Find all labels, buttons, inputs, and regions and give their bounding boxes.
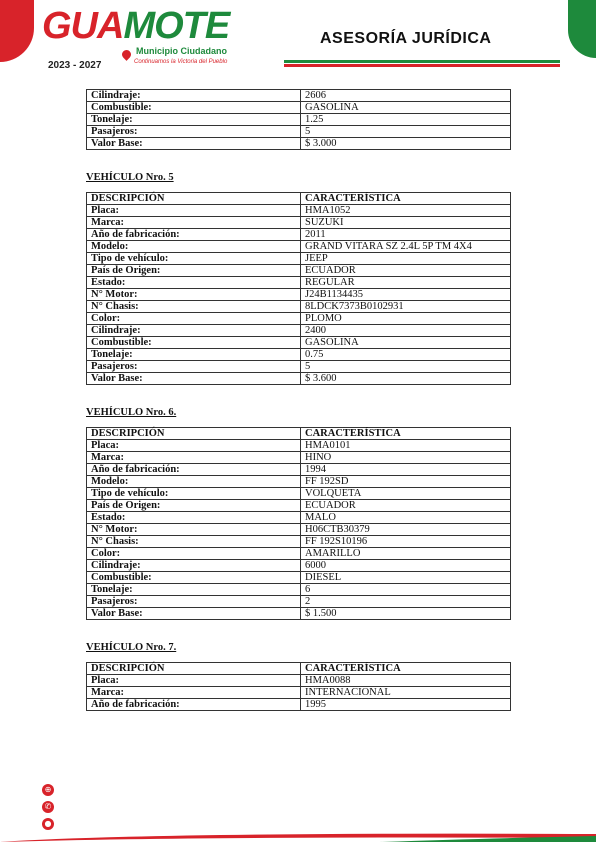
row-label: Cilindraje: (87, 90, 301, 102)
page-header (0, 0, 596, 80)
row-label: Combustible: (87, 572, 301, 584)
footer-stripes (0, 832, 596, 842)
table-row (87, 476, 511, 488)
row-value: 8LDCK7373B0102931 (301, 301, 511, 313)
row-label: Placa: (87, 205, 301, 217)
row-label: Marca: (87, 217, 301, 229)
row-value: 1.25 (301, 114, 511, 126)
row-value: CARACTERÍSTICA (301, 428, 511, 440)
table-row (87, 205, 511, 217)
row-label: Tipo de vehículo: (87, 253, 301, 265)
table-row (87, 675, 511, 687)
row-value: GRAND VITARA SZ 2.4L 5P TM 4X4 (301, 241, 511, 253)
row-value: ECUADOR (301, 265, 511, 277)
row-value: 0.75 (301, 349, 511, 361)
table-row (87, 373, 511, 385)
row-value: 6000 (301, 560, 511, 572)
row-label: Marca: (87, 452, 301, 464)
row-value: CARACTERÍSTICA (301, 663, 511, 675)
row-label: Cilindraje: (87, 560, 301, 572)
row-label: Año de fabricación: (87, 699, 301, 711)
row-label: Valor Base: (87, 138, 301, 150)
vehicle-6-heading: VEHÍCULO Nro. 6. (86, 407, 177, 418)
table-row (87, 114, 511, 126)
table-row (87, 440, 511, 452)
row-label: N° Chasis: (87, 301, 301, 313)
row-value: AMARILLO (301, 548, 511, 560)
row-label: Combustible: (87, 102, 301, 114)
table-row (87, 265, 511, 277)
municipality-logo (42, 6, 229, 46)
row-value: REGULAR (301, 277, 511, 289)
row-value: 5 (301, 361, 511, 373)
row-value: H06CTB30379 (301, 524, 511, 536)
vehicle-6-table (86, 427, 511, 620)
row-label: Modelo: (87, 476, 301, 488)
logo-slogan: Continuamos la Victoria del Pueblo (134, 59, 228, 65)
row-label: Valor Base: (87, 608, 301, 620)
row-value: 6 (301, 584, 511, 596)
row-label: Placa: (87, 440, 301, 452)
table-row (87, 560, 511, 572)
table-row (87, 361, 511, 373)
page-title: ASESORÍA JURÍDICA (320, 30, 492, 47)
table-row (87, 699, 511, 711)
table-row (87, 325, 511, 337)
header-stripe-green (284, 60, 560, 63)
table-row (87, 217, 511, 229)
row-value: 1994 (301, 464, 511, 476)
row-value: VOLQUETA (301, 488, 511, 500)
row-value: CARACTERÍSTICA (301, 193, 511, 205)
phone-icon: ✆ (42, 801, 54, 813)
row-label: Estado: (87, 277, 301, 289)
row-label: Pasajeros: (87, 596, 301, 608)
vehicle-5-table (86, 192, 511, 385)
row-value: HMA0088 (301, 675, 511, 687)
table-row (87, 126, 511, 138)
row-label: País de Origen: (87, 265, 301, 277)
table-row (87, 241, 511, 253)
table-row (87, 464, 511, 476)
table-row (87, 452, 511, 464)
table-row (87, 229, 511, 241)
table-row (87, 687, 511, 699)
vehicle-5-heading: VEHÍCULO Nro. 5 (86, 172, 174, 183)
table-row (87, 548, 511, 560)
table-row (87, 301, 511, 313)
table-row (87, 536, 511, 548)
row-value: SUZUKI (301, 217, 511, 229)
row-value: 2400 (301, 325, 511, 337)
row-label: Pasajeros: (87, 126, 301, 138)
row-label: Tipo de vehículo: (87, 488, 301, 500)
table-row (87, 488, 511, 500)
table-row (87, 313, 511, 325)
table-row (87, 90, 511, 102)
row-value: HMA1052 (301, 205, 511, 217)
row-value: FF 192SD (301, 476, 511, 488)
row-label: DESCRIPCIÓN (87, 428, 301, 440)
table-row (87, 572, 511, 584)
row-label: Valor Base: (87, 373, 301, 385)
table-row (87, 428, 511, 440)
location-icon: ● (42, 818, 54, 830)
table-row (87, 584, 511, 596)
footer-contact-icons (42, 784, 54, 835)
row-value: 2011 (301, 229, 511, 241)
table-row (87, 193, 511, 205)
table-row (87, 138, 511, 150)
row-value: HINO (301, 452, 511, 464)
row-value: ECUADOR (301, 500, 511, 512)
table-row (87, 349, 511, 361)
row-label: Año de fabricación: (87, 464, 301, 476)
table-row (87, 663, 511, 675)
row-value: 2606 (301, 90, 511, 102)
row-label: Tonelaje: (87, 584, 301, 596)
vehicle-4-table-continued (86, 89, 511, 150)
row-label: N° Motor: (87, 524, 301, 536)
row-value: $ 3.000 (301, 138, 511, 150)
header-green-corner (568, 0, 596, 58)
table-row (87, 524, 511, 536)
logo-text-red: GUA (42, 5, 124, 47)
row-value: GASOLINA (301, 102, 511, 114)
row-label: Color: (87, 548, 301, 560)
table-row (87, 337, 511, 349)
logo-subtitle: Municipio Ciudadano (136, 46, 227, 56)
row-value: 2 (301, 596, 511, 608)
row-label: DESCRIPCIÓN (87, 193, 301, 205)
header-red-corner (0, 0, 34, 62)
row-label: Tonelaje: (87, 114, 301, 126)
row-value: GASOLINA (301, 337, 511, 349)
row-value: FF 192S10196 (301, 536, 511, 548)
vehicle-7-table (86, 662, 511, 711)
row-label: Color: (87, 313, 301, 325)
row-label: DESCRIPCIÓN (87, 663, 301, 675)
row-label: Marca: (87, 687, 301, 699)
row-value: DIESEL (301, 572, 511, 584)
row-value: 5 (301, 126, 511, 138)
table-row (87, 512, 511, 524)
row-value: INTERNACIONAL (301, 687, 511, 699)
logo-text-green: MOTE (123, 5, 230, 47)
logo-years: 2023 - 2027 (48, 60, 102, 71)
row-value: HMA0101 (301, 440, 511, 452)
document-body (86, 89, 511, 711)
header-stripe-red (284, 64, 560, 67)
row-label: Modelo: (87, 241, 301, 253)
table-row (87, 596, 511, 608)
row-label: Placa: (87, 675, 301, 687)
row-value: $ 3.600 (301, 373, 511, 385)
row-label: Estado: (87, 512, 301, 524)
table-row (87, 289, 511, 301)
row-label: N° Chasis: (87, 536, 301, 548)
row-label: Pasajeros: (87, 361, 301, 373)
vehicle-7-heading: VEHÍCULO Nro. 7. (86, 642, 177, 653)
row-label: País de Origen: (87, 500, 301, 512)
table-row (87, 277, 511, 289)
row-label: Combustible: (87, 337, 301, 349)
row-label: Año de fabricación: (87, 229, 301, 241)
row-label: Cilindraje: (87, 325, 301, 337)
row-value: $ 1.500 (301, 608, 511, 620)
table-row (87, 253, 511, 265)
table-row (87, 608, 511, 620)
row-value: J24B1134435 (301, 289, 511, 301)
table-row (87, 102, 511, 114)
row-value: PLOMO (301, 313, 511, 325)
logo-pin-icon (120, 48, 133, 61)
table-row (87, 500, 511, 512)
row-label: N° Motor: (87, 289, 301, 301)
row-value: JEEP (301, 253, 511, 265)
row-label: Tonelaje: (87, 349, 301, 361)
row-value: 1995 (301, 699, 511, 711)
row-value: MALO (301, 512, 511, 524)
globe-icon: ⊕ (42, 784, 54, 796)
